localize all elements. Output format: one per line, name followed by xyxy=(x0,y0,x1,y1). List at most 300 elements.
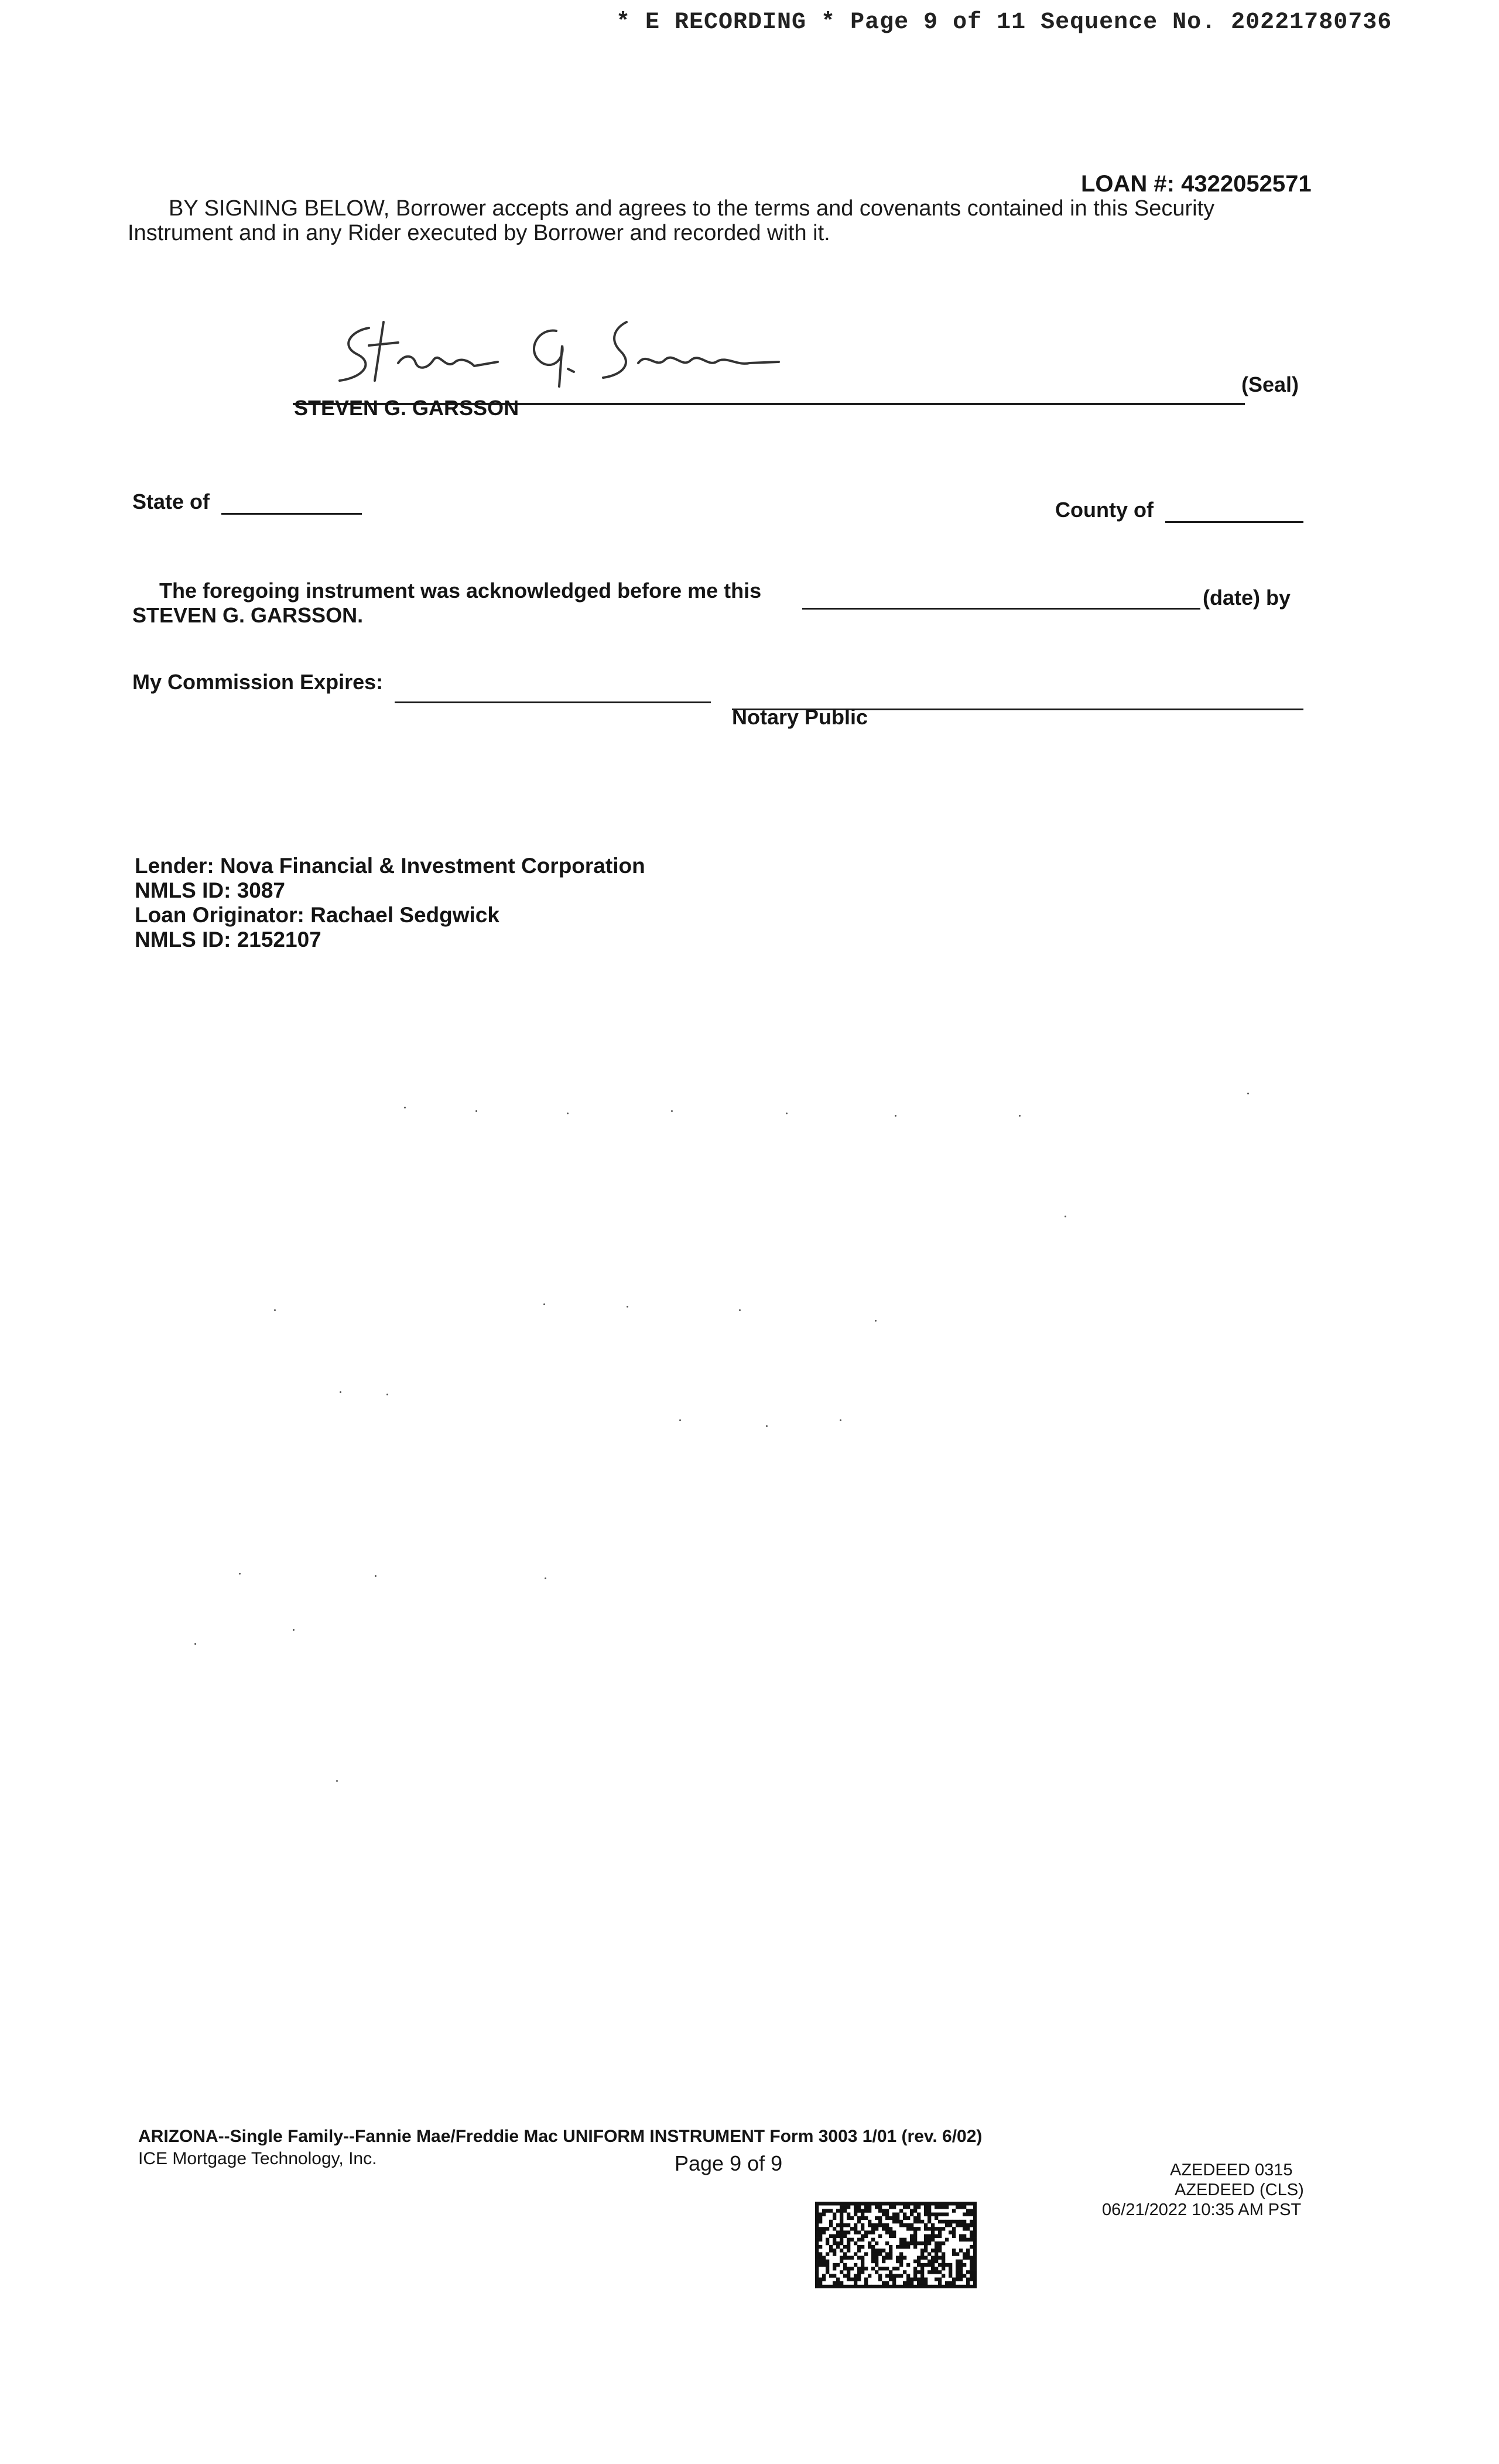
barcode-cell xyxy=(945,2285,949,2288)
barcode-cell xyxy=(871,2202,875,2205)
barcode-cell xyxy=(949,2274,952,2277)
barcode-cell xyxy=(899,2238,903,2241)
barcode-cell xyxy=(970,2220,973,2223)
county-label: County of xyxy=(1055,498,1154,522)
barcode-cell xyxy=(928,2263,931,2267)
barcode-cell xyxy=(857,2267,861,2270)
barcode-cell xyxy=(928,2220,931,2223)
barcode-cell xyxy=(847,2274,850,2277)
barcode-cell xyxy=(871,2249,875,2252)
barcode-cell xyxy=(882,2256,885,2260)
barcode-cell xyxy=(928,2241,931,2245)
barcode-cell xyxy=(889,2202,892,2205)
barcode-cell xyxy=(935,2252,938,2256)
barcode-cell xyxy=(864,2202,868,2205)
barcode-cell xyxy=(973,2249,977,2252)
barcode-cell xyxy=(882,2223,885,2227)
barcode-cell xyxy=(878,2274,882,2277)
barcode-cell xyxy=(963,2238,966,2241)
barcode-cell xyxy=(861,2238,864,2241)
barcode-cell xyxy=(924,2285,928,2288)
barcode-cell xyxy=(920,2256,924,2260)
barcode-cell xyxy=(833,2202,836,2205)
barcode-cell xyxy=(840,2260,843,2263)
barcode-cell xyxy=(945,2213,949,2216)
barcode-cell xyxy=(935,2227,938,2230)
barcode-cell xyxy=(864,2252,868,2256)
barcode-cell xyxy=(959,2267,963,2270)
barcode-cell xyxy=(938,2213,942,2216)
barcode-cell xyxy=(899,2260,903,2263)
barcode-cell xyxy=(885,2267,889,2270)
barcode-cell xyxy=(840,2213,843,2216)
barcode-cell xyxy=(920,2220,924,2223)
barcode-cell xyxy=(836,2245,840,2249)
barcode-cell xyxy=(854,2274,857,2277)
barcode-cell xyxy=(840,2227,843,2230)
barcode-cell xyxy=(906,2216,910,2220)
commission-line xyxy=(395,701,711,703)
state-blank-line xyxy=(221,513,362,515)
barcode-cell xyxy=(966,2223,970,2227)
barcode-cell xyxy=(931,2260,935,2263)
barcode-cell xyxy=(829,2245,833,2249)
barcode-cell xyxy=(959,2205,963,2209)
barcode-cell xyxy=(928,2260,931,2263)
barcode-cell xyxy=(875,2252,878,2256)
barcode-cell xyxy=(942,2267,945,2270)
barcode-cell xyxy=(815,2267,819,2270)
barcode-cell xyxy=(931,2270,935,2274)
scan-speck xyxy=(375,1575,377,1577)
barcode-cell xyxy=(854,2205,857,2209)
barcode-cell xyxy=(847,2270,850,2274)
barcode-cell xyxy=(840,2281,843,2285)
form-code-2: AZEDEED (CLS) xyxy=(1175,2181,1304,2199)
barcode-cell xyxy=(833,2285,836,2288)
barcode-cell xyxy=(885,2227,889,2230)
barcode-cell xyxy=(836,2285,840,2288)
barcode-cell xyxy=(826,2202,829,2205)
barcode-icon xyxy=(815,2202,977,2288)
barcode-cell xyxy=(864,2234,868,2238)
barcode-cell xyxy=(861,2260,864,2263)
barcode-cell xyxy=(910,2234,913,2238)
barcode-cell xyxy=(875,2249,878,2252)
barcode-cell xyxy=(903,2285,906,2288)
scan-speck xyxy=(340,1391,341,1393)
barcode-cell xyxy=(931,2234,935,2238)
barcode-cell xyxy=(959,2202,963,2205)
barcode-cell xyxy=(868,2209,871,2212)
barcode-cell xyxy=(949,2281,952,2285)
barcode-cell xyxy=(864,2278,868,2281)
barcode-cell xyxy=(970,2278,973,2281)
barcode-cell xyxy=(822,2274,826,2277)
barcode-cell xyxy=(959,2285,963,2288)
state-label: State of xyxy=(132,490,210,514)
barcode-cell xyxy=(913,2285,917,2288)
barcode-cell xyxy=(840,2230,843,2234)
barcode-cell xyxy=(826,2263,829,2267)
barcode-cell xyxy=(815,2260,819,2263)
barcode-cell xyxy=(826,2209,829,2212)
barcode-cell xyxy=(815,2281,819,2285)
barcode-cell xyxy=(970,2209,973,2212)
barcode-cell xyxy=(815,2227,819,2230)
barcode-cell xyxy=(942,2274,945,2277)
barcode-cell xyxy=(871,2267,875,2270)
barcode-cell xyxy=(815,2223,819,2227)
barcode-cell xyxy=(819,2281,822,2285)
barcode-cell xyxy=(913,2205,917,2209)
barcode-cell xyxy=(935,2267,938,2270)
barcode-cell xyxy=(903,2245,906,2249)
barcode-cell xyxy=(892,2213,896,2216)
company-name: ICE Mortgage Technology, Inc. xyxy=(138,2149,377,2168)
barcode-cell xyxy=(815,2209,819,2212)
barcode-cell xyxy=(924,2223,928,2227)
barcode-cell xyxy=(878,2205,882,2209)
barcode-cell xyxy=(917,2278,920,2281)
barcode-cell xyxy=(973,2267,977,2270)
form-identifier: ARIZONA--Single Family--Fannie Mae/Freddie Mac UNIFORM INSTRUMENT Form 3003 1/01 (rev. 6/02) xyxy=(138,2127,983,2146)
barcode-cell xyxy=(931,2213,935,2216)
barcode-cell xyxy=(892,2285,896,2288)
barcode-cell xyxy=(889,2278,892,2281)
barcode-cell xyxy=(938,2202,942,2205)
barcode-cell xyxy=(938,2285,942,2288)
barcode-cell xyxy=(857,2220,861,2223)
barcode-cell xyxy=(938,2256,942,2260)
barcode-cell xyxy=(973,2209,977,2212)
barcode-cell xyxy=(970,2230,973,2234)
barcode-cell xyxy=(836,2281,840,2285)
barcode-cell xyxy=(906,2281,910,2285)
barcode-cell xyxy=(889,2245,892,2249)
barcode-cell xyxy=(892,2216,896,2220)
barcode-cell xyxy=(843,2252,847,2256)
barcode-cell xyxy=(847,2238,850,2241)
barcode-cell xyxy=(928,2227,931,2230)
barcode-cell xyxy=(917,2227,920,2230)
barcode-cell xyxy=(819,2285,822,2288)
barcode-cell xyxy=(822,2230,826,2234)
barcode-cell xyxy=(928,2285,931,2288)
barcode-cell xyxy=(847,2267,850,2270)
scan-speck xyxy=(475,1110,477,1112)
barcode-cell xyxy=(826,2260,829,2263)
barcode-cell xyxy=(917,2241,920,2245)
barcode-cell xyxy=(973,2227,977,2230)
barcode-cell xyxy=(924,2205,928,2209)
barcode-cell xyxy=(892,2234,896,2238)
barcode-cell xyxy=(899,2274,903,2277)
barcode-cell xyxy=(850,2256,854,2260)
barcode-cell xyxy=(847,2245,850,2249)
barcode-cell xyxy=(906,2205,910,2209)
barcode-cell xyxy=(970,2285,973,2288)
barcode-cell xyxy=(935,2260,938,2263)
barcode-cell xyxy=(917,2281,920,2285)
barcode-cell xyxy=(850,2285,854,2288)
barcode-cell xyxy=(882,2281,885,2285)
barcode-cell xyxy=(973,2281,977,2285)
barcode-cell xyxy=(892,2230,896,2234)
barcode-cell xyxy=(847,2278,850,2281)
barcode-cell xyxy=(910,2202,913,2205)
barcode-cell xyxy=(850,2238,854,2241)
barcode-cell xyxy=(899,2252,903,2256)
barcode-cell xyxy=(861,2285,864,2288)
scan-speck xyxy=(679,1419,681,1421)
barcode-cell xyxy=(970,2260,973,2263)
barcode-cell xyxy=(942,2202,945,2205)
barcode-cell xyxy=(913,2227,917,2230)
barcode-cell xyxy=(920,2267,924,2270)
barcode-cell xyxy=(956,2202,959,2205)
barcode-cell xyxy=(878,2267,882,2270)
barcode-cell xyxy=(896,2245,899,2249)
barcode-cell xyxy=(847,2285,850,2288)
barcode-cell xyxy=(815,2205,819,2209)
barcode-cell xyxy=(970,2223,973,2227)
barcode-cell xyxy=(836,2209,840,2212)
barcode-cell xyxy=(892,2202,896,2205)
barcode-cell xyxy=(913,2238,917,2241)
barcode-cell xyxy=(889,2270,892,2274)
barcode-cell xyxy=(952,2209,956,2212)
scan-speck xyxy=(386,1394,388,1395)
print-timestamp: 06/21/2022 10:35 AM PST xyxy=(1102,2201,1302,2219)
barcode-cell xyxy=(857,2278,861,2281)
barcode-cell xyxy=(861,2227,864,2230)
barcode-cell xyxy=(959,2263,963,2267)
barcode-cell xyxy=(861,2270,864,2274)
barcode-cell xyxy=(878,2223,882,2227)
originator-nmls: NMLS ID: 2152107 xyxy=(135,928,321,952)
barcode-cell xyxy=(819,2202,822,2205)
lender-nmls: NMLS ID: 3087 xyxy=(135,878,286,902)
barcode-cell xyxy=(942,2256,945,2260)
barcode-cell xyxy=(966,2202,970,2205)
barcode-cell xyxy=(826,2238,829,2241)
barcode-cell xyxy=(970,2245,973,2249)
barcode-cell xyxy=(899,2209,903,2212)
barcode-cell xyxy=(861,2234,864,2238)
barcode-cell xyxy=(938,2230,942,2234)
barcode-cell xyxy=(875,2205,878,2209)
barcode-cell xyxy=(885,2230,889,2234)
barcode-cell xyxy=(840,2249,843,2252)
barcode-cell xyxy=(836,2202,840,2205)
barcode-cell xyxy=(973,2274,977,2277)
barcode-cell xyxy=(882,2209,885,2212)
barcode-cell xyxy=(942,2205,945,2209)
barcode-cell xyxy=(952,2285,956,2288)
barcode-cell xyxy=(970,2213,973,2216)
barcode-cell xyxy=(935,2202,938,2205)
barcode-cell xyxy=(966,2281,970,2285)
barcode-cell xyxy=(815,2245,819,2249)
barcode-cell xyxy=(935,2278,938,2281)
loan-label: LOAN #: xyxy=(1081,171,1175,197)
barcode-cell xyxy=(875,2241,878,2245)
barcode-cell xyxy=(966,2209,970,2212)
barcode-cell xyxy=(822,2213,826,2216)
barcode-cell xyxy=(942,2260,945,2263)
barcode-cell xyxy=(836,2278,840,2281)
handwritten-signature xyxy=(328,304,785,392)
barcode-cell xyxy=(973,2213,977,2216)
barcode-cell xyxy=(857,2205,861,2209)
notary-public-label: Notary Public xyxy=(732,705,868,729)
barcode-cell xyxy=(949,2267,952,2270)
barcode-cell xyxy=(822,2227,826,2230)
barcode-cell xyxy=(847,2223,850,2227)
barcode-cell xyxy=(973,2278,977,2281)
barcode-cell xyxy=(952,2234,956,2238)
barcode-cell xyxy=(840,2223,843,2227)
barcode-cell xyxy=(959,2238,963,2241)
barcode-cell xyxy=(826,2252,829,2256)
intro-line-2: Instrument and in any Rider executed by Borrower and recorded with it. xyxy=(128,221,830,245)
barcode-cell xyxy=(959,2220,963,2223)
barcode-cell xyxy=(889,2252,892,2256)
barcode-cell xyxy=(942,2263,945,2267)
barcode-cell xyxy=(924,2241,928,2245)
barcode-cell xyxy=(973,2245,977,2249)
barcode-cell xyxy=(836,2230,840,2234)
barcode-cell xyxy=(917,2285,920,2288)
barcode-cell xyxy=(871,2238,875,2241)
barcode-cell xyxy=(910,2209,913,2212)
barcode-cell xyxy=(956,2270,959,2274)
barcode-cell xyxy=(840,2234,843,2238)
barcode-cell xyxy=(913,2234,917,2238)
barcode-cell xyxy=(840,2270,843,2274)
barcode-cell xyxy=(840,2202,843,2205)
barcode-cell xyxy=(938,2234,942,2238)
barcode-cell xyxy=(857,2230,861,2234)
barcode-cell xyxy=(882,2285,885,2288)
barcode-cell xyxy=(935,2285,938,2288)
barcode-cell xyxy=(920,2281,924,2285)
barcode-cell xyxy=(819,2252,822,2256)
barcode-cell xyxy=(854,2281,857,2285)
barcode-cell xyxy=(931,2249,935,2252)
barcode-cell xyxy=(913,2241,917,2245)
barcode-cell xyxy=(952,2278,956,2281)
barcode-cell xyxy=(840,2216,843,2220)
barcode-cell xyxy=(822,2278,826,2281)
barcode-cell xyxy=(822,2202,826,2205)
ack-date-suffix: (date) by xyxy=(1203,586,1291,610)
barcode-cell xyxy=(819,2220,822,2223)
barcode-cell xyxy=(906,2274,910,2277)
barcode-cell xyxy=(892,2281,896,2285)
barcode-cell xyxy=(885,2216,889,2220)
loan-number xyxy=(1081,171,1312,197)
barcode-cell xyxy=(931,2223,935,2227)
barcode-cell xyxy=(938,2220,942,2223)
barcode-cell xyxy=(840,2209,843,2212)
barcode-cell xyxy=(913,2220,917,2223)
barcode-cell xyxy=(819,2216,822,2220)
barcode-cell xyxy=(973,2223,977,2227)
barcode-cell xyxy=(829,2249,833,2252)
barcode-cell xyxy=(959,2223,963,2227)
barcode-cell xyxy=(857,2238,861,2241)
barcode-cell xyxy=(815,2202,819,2205)
barcode-cell xyxy=(829,2223,833,2227)
barcode-cell xyxy=(861,2209,864,2212)
barcode-cell xyxy=(913,2230,917,2234)
barcode-cell xyxy=(973,2202,977,2205)
barcode-cell xyxy=(836,2241,840,2245)
barcode-cell xyxy=(815,2278,819,2281)
barcode-cell xyxy=(868,2220,871,2223)
barcode-cell xyxy=(857,2249,861,2252)
barcode-cell xyxy=(836,2263,840,2267)
barcode-cell xyxy=(973,2238,977,2241)
barcode-cell xyxy=(966,2256,970,2260)
barcode-cell xyxy=(885,2252,889,2256)
barcode-cell xyxy=(896,2267,899,2270)
barcode-cell xyxy=(847,2202,850,2205)
barcode-cell xyxy=(829,2202,833,2205)
barcode-cell xyxy=(875,2260,878,2263)
barcode-cell xyxy=(913,2209,917,2212)
barcode-cell xyxy=(826,2241,829,2245)
barcode-cell xyxy=(847,2230,850,2234)
barcode-cell xyxy=(836,2223,840,2227)
barcode-cell xyxy=(949,2270,952,2274)
barcode-cell xyxy=(928,2205,931,2209)
barcode-cell xyxy=(868,2245,871,2249)
barcode-cell xyxy=(913,2274,917,2277)
barcode-cell xyxy=(963,2256,966,2260)
barcode-cell xyxy=(840,2285,843,2288)
ack-line-2: STEVEN G. GARSSON. xyxy=(132,603,364,627)
barcode-cell xyxy=(833,2274,836,2277)
barcode-cell xyxy=(833,2252,836,2256)
barcode-cell xyxy=(917,2205,920,2209)
barcode-cell xyxy=(847,2205,850,2209)
barcode-cell xyxy=(920,2241,924,2245)
barcode-cell xyxy=(815,2220,819,2223)
barcode-cell xyxy=(833,2234,836,2238)
barcode-cell xyxy=(917,2202,920,2205)
barcode-cell xyxy=(826,2285,829,2288)
barcode-cell xyxy=(885,2202,889,2205)
barcode-cell xyxy=(882,2267,885,2270)
barcode-cell xyxy=(910,2278,913,2281)
barcode-cell xyxy=(819,2263,822,2267)
barcode-cell xyxy=(913,2216,917,2220)
barcode-cell xyxy=(903,2238,906,2241)
barcode-cell xyxy=(931,2256,935,2260)
barcode-cell xyxy=(843,2234,847,2238)
barcode-cell xyxy=(815,2234,819,2238)
barcode-cell xyxy=(854,2278,857,2281)
barcode-cell xyxy=(945,2238,949,2241)
barcode-cell xyxy=(945,2220,949,2223)
barcode-cell xyxy=(928,2238,931,2241)
barcode-cell xyxy=(931,2202,935,2205)
barcode-cell xyxy=(896,2202,899,2205)
barcode-cell xyxy=(928,2209,931,2212)
